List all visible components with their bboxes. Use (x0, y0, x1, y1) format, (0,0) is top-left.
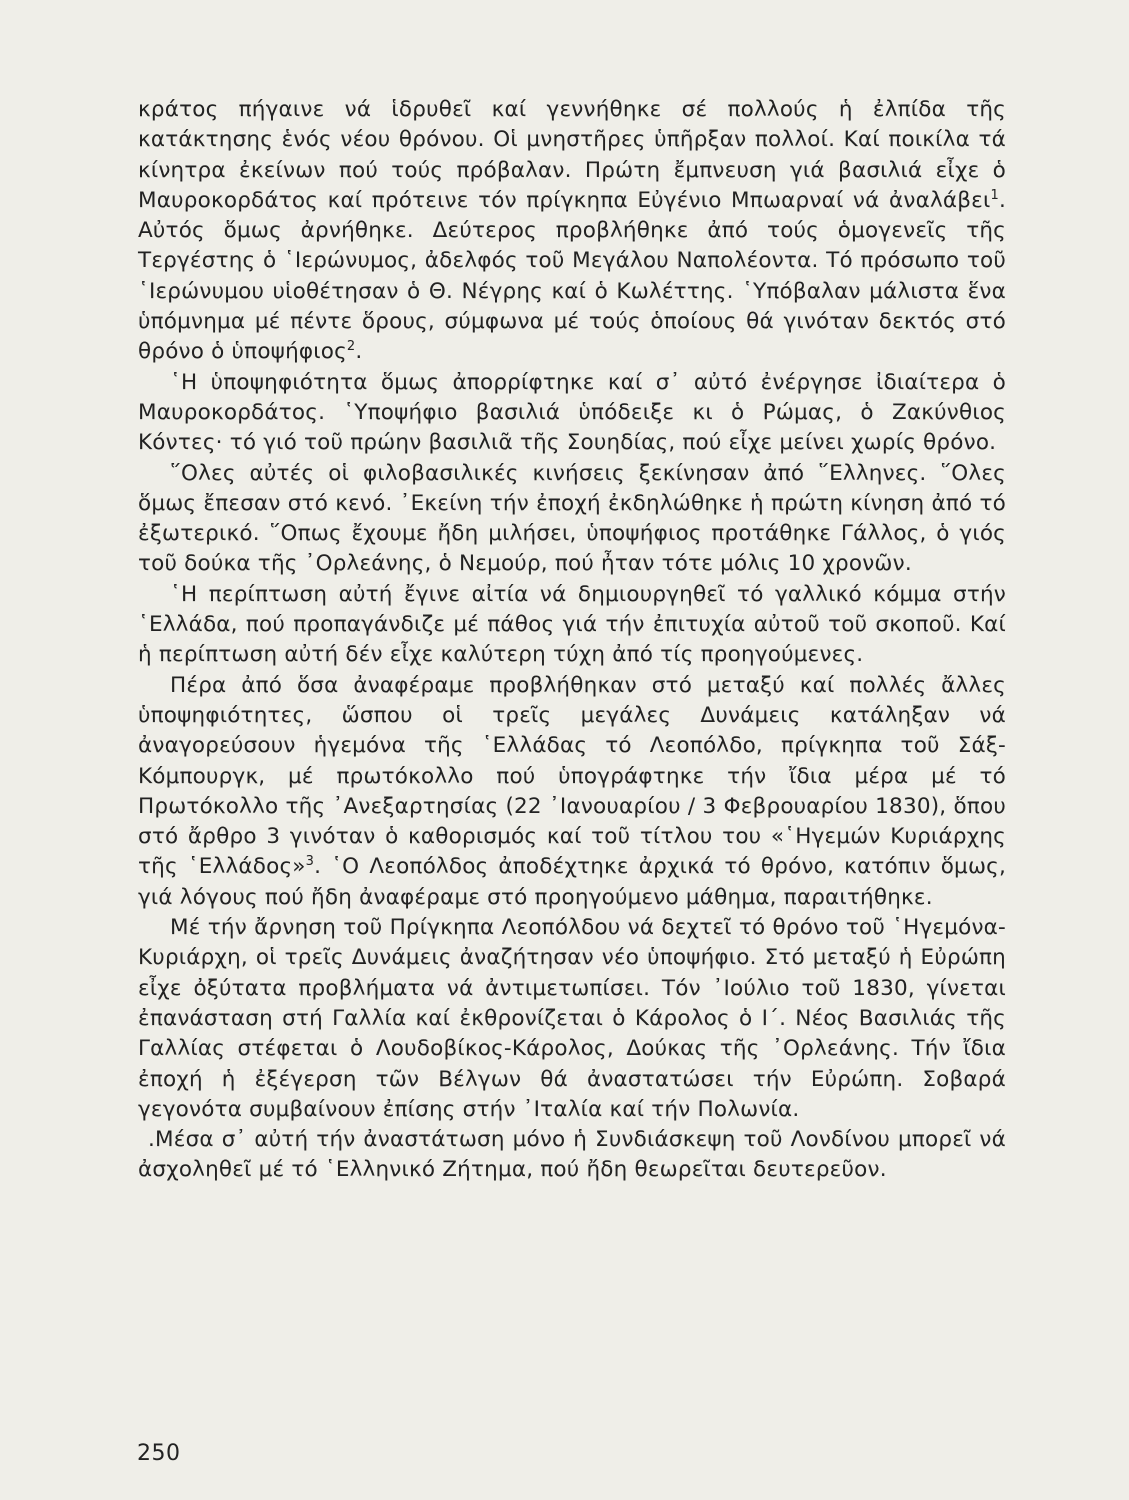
paragraph (138, 459, 1006, 580)
text-run: ῞Ολες αὐτές οἱ φιλοβασιλικές κινήσεις ξεκίνησαν ἀπό ῞Ελληνες. ῞Ολες ὅμως ἔπεσαν στό κενό. ᾿Εκείνη τήν ἐποχή ἐκδηλώθηκε ἡ πρώτη κίνηση ἀπό τό ἐξωτερικό. ῞Οπως ἔχουμε ἤδη μιλήσει, ὑποψήφιος προτάθηκε Γάλλος, ὁ γιός τοῦ δούκα τῆς ᾿Ορλεάνης, ὁ Νεμούρ, πού ἦταν τότε μόλις 10 χρονῶν. (138, 460, 1006, 577)
paragraph (138, 368, 1006, 459)
paragraph (138, 95, 1006, 368)
footnote-marker: 3 (305, 854, 315, 870)
paragraph (138, 913, 1006, 1125)
paragraph (138, 580, 1006, 671)
text-run: Μέ τήν ἄρνηση τοῦ Πρίγκηπα Λεοπόλδου νά δεχτεῖ τό θρόνο τοῦ ῾Ηγεμόνα-Κυριάρχη, οἱ τρεῖς Δυνάμεις ἀναζήτησαν νέο ὑποψήφιο. Στό μεταξύ ἡ Εὐρώπη εἶχε ὀξύτατα προβλήματα νά ἀντιμετωπίσει. Τόν ᾿Ιούλιο τοῦ 1830, γίνεται ἐπανάσταση στή Γαλλία καί ἐκθρονίζεται ὁ Κάρολος ὁ Ι΄. Νέος Βασιλιάς τῆς Γαλλίας στέφεται ὁ Λουδοβίκος-Κάρολος, Δούκας τῆς ᾿Ορλεάνης. Τήν ἴδια ἐποχή ἡ ἐξέγερση τῶν Βέλγων θά ἀναστατώσει τήν Εὐρώπη. Σοβαρά γεγονότα συμβαίνουν ἐπίσης στήν ᾿Ιταλία καί τήν Πολωνία. (138, 915, 1006, 1122)
footnote-marker: 2 (346, 339, 356, 355)
text-run: . Αὐτός ὅμως ἀρνήθηκε. Δεύτερος προβλήθηκε ἀπό τούς ὁμογενεῖς τῆς Τεργέστης ὁ ῾Ιερώνυμος, ἀδελφός τοῦ Μεγάλου Ναπολέοντα. Τό πρόσωπο τοῦ ῾Ιερώνυμου υἱοθέτησαν ὁ Θ. Νέγρης καί ὁ Κωλέττης. ῾Υπόβαλαν μάλιστα ἕνα ὑπόμνημα μέ πέντε ὅρους, σύμφωνα μέ τούς ὁποίους θά γινόταν δεκτός στό θρόνο ὁ ὑποψήφιος (138, 187, 1006, 365)
text-run: ῾Η περίπτωση αὐτή ἔγινε αἰτία νά δημιουργηθεῖ τό γαλλικό κόμμα στήν ῾Ελλάδα, πού προπαγάνδιζε μέ πάθος γιά τήν ἐπιτυχία αὐτοῦ τοῦ σκοποῦ. Καί ἡ περίπτωση αὐτή δέν εἶχε καλύτερη τύχη ἀπό τίς προηγούμενες. (138, 581, 1006, 668)
text-run: κράτος πήγαινε νά ἱδρυθεῖ καί γεννήθηκε σέ πολλούς ἡ ἐλπίδα τῆς κατάκτησης ἑνός νέου θρόνου. Οἱ μνηστῆρες ὑπῆρξαν πολλοί. Καί ποικίλα τά κίνητρα ἐκείνων πού τούς πρόβαλαν. Πρώτη ἔμπνευση γιά βασιλιά εἶχε ὁ Μαυροκορδάτος καί πρότεινε τόν πρίγκηπα Εὐγένιο Μπωαρναί νά ἀναλάβει (138, 97, 1006, 213)
text-run: . (355, 339, 363, 365)
text-run: Πέρα ἀπό ὅσα ἀναφέραμε προβλήθηκαν στό μεταξύ καί πολλές ἄλλες ὑποψηφιότητες, ὥσπου οἱ τρεῖς μεγάλες Δυνάμεις κατάληξαν νά ἀναγορεύσουν ἡγεμόνα τῆς ῾Ελλάδας τό Λεοπόλδο, πρίγκηπα τοῦ Σάξ-Κόμπουργκ, μέ πρωτόκολλο πού ὑπογράφτηκε τήν ἴδια μέρα μέ τό Πρωτόκολλο τῆς ᾿Ανεξαρτησίας (22 ᾿Ιανουαρίου / 3 Φεβρουαρίου 1830), ὅπου στό ἄρθρο 3 γινόταν ὁ καθορισμός καί τοῦ τίτλου του «῾Ηγεμών Κυριάρχης τῆς ῾Ελλάδος» (138, 672, 1006, 880)
text-run: .Μέσα σ᾿ αὐτή τήν ἀναστάτωση μόνο ἡ Συνδιάσκεψη τοῦ Λονδίνου μπορεῖ νά ἀσχοληθεῖ μέ τό ῾Ελληνικό Ζήτημα, πού ἤδη θεωρεῖται δευτερεῦον. (138, 1127, 1006, 1183)
body-text (138, 95, 1006, 1186)
paragraph (138, 1125, 1006, 1186)
footnote-marker: 1 (990, 187, 999, 203)
page-number: 250 (137, 1441, 181, 1466)
text-run: ῾Η ὑποψηφιότητα ὅμως ἀπορρίφτηκε καί σ᾿ αὐτό ἐνέργησε ἰδιαίτερα ὁ Μαυροκορδάτος. ῾Υποψήφιο βασιλιά ὑπόδειξε κι ὁ Ρώμας, ὁ Ζακύνθιος Κόντες· τό γιό τοῦ πρώην βασιλιᾶ τῆς Σουηδίας, πού εἶχε μείνει χωρίς θρόνο. (138, 369, 1006, 456)
paragraph (138, 671, 1006, 913)
text-run: . ῾Ο Λεοπόλδος ἀποδέχτηκε ἀρχικά τό θρόνο, κατόπιν ὅμως, γιά λόγους πού ἤδη ἀναφέραμε στό προηγούμενο μάθημα, παραιτήθηκε. (138, 854, 1006, 910)
